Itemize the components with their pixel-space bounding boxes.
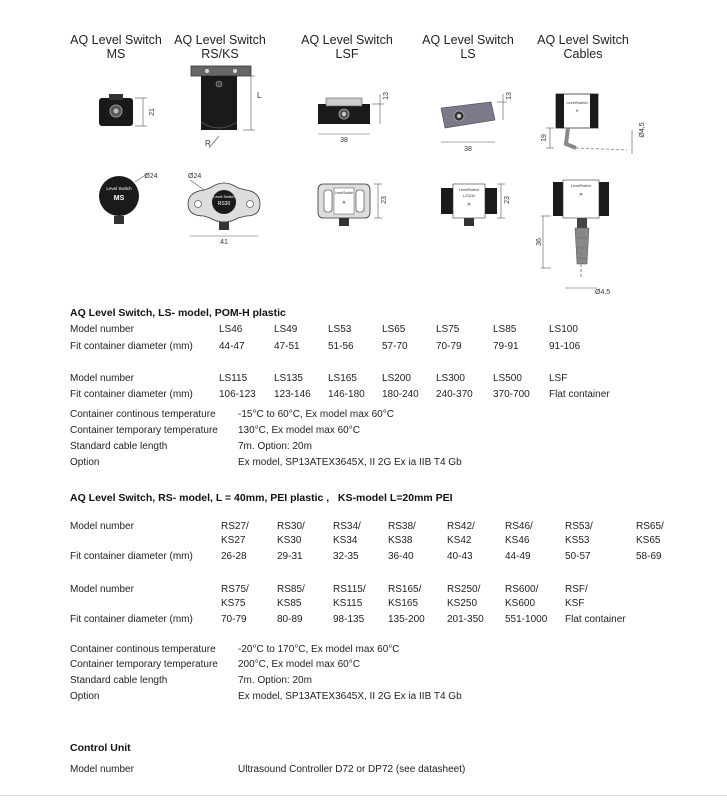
rs-model-a: RS250/ [447, 584, 481, 595]
ls-diam-cell: 370-700 [493, 389, 530, 400]
ls-diam-cell: Flat container [549, 389, 610, 400]
rs-model-a: RS75/ [221, 584, 249, 595]
rs-t1-diam-label: Fit container diameter (mm) [70, 551, 193, 562]
rs-model-b: KS34 [333, 535, 358, 546]
cables-height-dim: 19 [541, 134, 548, 142]
cables-diam2-dim: Ø4,5 [595, 289, 611, 296]
rs-model-a: RS53/ [565, 521, 593, 532]
rs-diam-dim: Ø24 [188, 173, 202, 180]
ls-diam-cell: 180-240 [382, 389, 419, 400]
ls-diam-cell: 106-123 [219, 389, 256, 400]
rs-r-dim: R [205, 139, 211, 148]
rs-model-b: KS165 [388, 598, 419, 609]
rs-diam-cell: 26-28 [221, 551, 247, 562]
ls-spec-label: Standard cable length [70, 441, 168, 452]
product-title-line1: AQ Level Switch [422, 33, 514, 47]
rs-model-a: RS42/ [447, 521, 475, 532]
rs-diam-cell: 70-79 [221, 614, 247, 625]
product-title-line2: LSF [335, 47, 359, 61]
rs-front-drawing [180, 168, 270, 246]
control-unit-value: Ultrasound Controller D72 or DP72 (see datasheet) [238, 764, 466, 775]
rs-diam-cell: 44-49 [505, 551, 531, 562]
ms-height-dim: 21 [149, 108, 156, 116]
control-unit-title: Control Unit [70, 742, 131, 754]
ls-diam-cell: 70-79 [436, 341, 462, 352]
lsf-height-dim: 13 [383, 92, 390, 100]
rs-l-dim: L [257, 91, 262, 100]
product-title-line1: AQ Level Switch [174, 33, 266, 47]
ls-diam-cell: 57-70 [382, 341, 408, 352]
rs-model-b: KS65 [636, 535, 661, 546]
rs-model-a: RS34/ [333, 521, 361, 532]
ls-model-cell: LS500 [493, 373, 522, 384]
ls-t1-diam-label: Fit container diameter (mm) [70, 341, 193, 352]
product-title-cables [533, 33, 633, 61]
ls-section-title: AQ Level Switch, LS- model, POM-H plastic [70, 307, 286, 319]
ls-model-cell: LS100 [549, 324, 578, 335]
rs-model-cell [221, 584, 249, 610]
ls-spec-value: 130°C, Ex model max 60°C [238, 425, 360, 436]
ls-top-height-dim: 23 [504, 196, 511, 204]
bottom-divider [0, 795, 727, 796]
ls-model-cell: LS75 [436, 324, 460, 335]
ls-t2-model-label: Model number [70, 373, 134, 384]
rs-diam-cell: 551-1000 [505, 614, 548, 625]
product-title-line1: AQ Level Switch [301, 33, 393, 47]
ls-spec-value: -15°C to 60°C, Ex model max 60°C [238, 409, 394, 420]
rs-model-a: RS65/ [636, 521, 664, 532]
rs-diam-cell: 50-57 [565, 551, 591, 562]
rs-model-a: RS46/ [505, 521, 533, 532]
rs-section-title: AQ Level Switch, RS- model, L = 40mm, PEI plastic , KS-model L=20mm PEI [70, 492, 453, 504]
svg-text:✕: ✕ [466, 202, 472, 208]
rs-spec-label: Standard cable length [70, 675, 168, 686]
rs-brand-label: Level Switch [213, 195, 235, 199]
ls-diam-cell: 47-51 [274, 341, 300, 352]
rs-model-cell [333, 521, 361, 547]
cables-len-dim: 36 [536, 238, 543, 246]
ls-top-drawing [435, 178, 515, 236]
rs-diam-cell: 135-200 [388, 614, 425, 625]
rs-model-cell [447, 521, 475, 547]
ls-diam-cell: 51-56 [328, 341, 354, 352]
rs-model-cell [277, 584, 305, 610]
product-title-line2: RS/KS [201, 47, 239, 61]
ls-t1-model-label: Model number [70, 324, 134, 335]
rs-model-cell [388, 521, 416, 547]
rs-name-label: RS30 [217, 201, 231, 207]
rs-spec-value: Ex model, SP13ATEX3645X, II 2G Ex ia IIB T4 Gb [238, 691, 462, 702]
rs-t1-model-label: Model number [70, 521, 134, 532]
ms-diam-dim: Ø24 [144, 173, 158, 180]
cables-diam-dim: Ø4,5 [639, 122, 646, 138]
rs-width-dim: 41 [220, 239, 228, 246]
rs-diam-cell: 201-350 [447, 614, 484, 625]
ls-diam-cell: 240-370 [436, 389, 473, 400]
ls-model-cell: LS115 [219, 373, 248, 384]
rs-side-drawing [183, 62, 268, 154]
rs-model-cell [333, 584, 366, 610]
ls-model-cell: LS165 [328, 373, 357, 384]
rs-model-b: KS53 [565, 535, 590, 546]
ls-diam-cell: 146-180 [328, 389, 365, 400]
cables-side-drawing [532, 90, 652, 160]
rs-model-cell [221, 521, 249, 547]
rs-model-a: RS600/ [505, 584, 539, 595]
rs-model-a: RS27/ [221, 521, 249, 532]
rs-model-b: KS38 [388, 535, 413, 546]
rs-model-cell [565, 521, 593, 547]
svg-text:✕: ✕ [575, 108, 579, 113]
rs-diam-cell: 36-40 [388, 551, 414, 562]
ls-model-cell: LS300 [436, 373, 465, 384]
ls-brand-label: LevelSwitch [458, 188, 480, 192]
ls-model-cell: LS46 [219, 324, 243, 335]
product-title-ls [418, 33, 518, 61]
ls-diam-cell: 44-47 [219, 341, 245, 352]
rs-diam-cell: 40-43 [447, 551, 473, 562]
rs-spec-value: 7m. Option: 20m [238, 675, 312, 686]
ls-model-cell: LS200 [382, 373, 411, 384]
control-unit-label: Model number [70, 764, 134, 775]
ms-front-drawing [95, 170, 165, 232]
rs-model-a: RS115/ [333, 584, 366, 595]
lsf-top-drawing [312, 178, 392, 236]
rs-model-a: RS38/ [388, 521, 416, 532]
ls-height-dim: 13 [506, 92, 513, 100]
rs-model-b: KS75 [221, 598, 246, 609]
rs-model-b: KS42 [447, 535, 472, 546]
rs-spec-label: Container continous temperature [70, 644, 216, 655]
ls-spec-value: 7m. Option: 20m [238, 441, 312, 452]
rs-spec-value: 200°C, Ex model max 60°C [238, 659, 360, 670]
ls-model-cell: LS85 [493, 324, 517, 335]
rs-model-b: KS115 [333, 598, 363, 609]
rs-model-cell [565, 584, 588, 610]
rs-t2-diam-label: Fit container diameter (mm) [70, 614, 193, 625]
ls-model-cell: LS65 [382, 324, 406, 335]
rs-model-b: KS600 [505, 598, 536, 609]
ls-diam-cell: 91-106 [549, 341, 581, 352]
ls-width-dim: 38 [464, 146, 472, 153]
lsf-top-height-dim: 23 [381, 196, 388, 204]
rs-diam-cell: 58-69 [636, 551, 662, 562]
product-title-line1: AQ Level Switch [537, 33, 629, 47]
ls-spec-label: Container continous temperature [70, 409, 216, 420]
ls-model-cell: LS49 [274, 324, 298, 335]
rs-model-a: RS30/ [277, 521, 305, 532]
svg-text:✕: ✕ [578, 192, 584, 198]
rs-diam-cell: Flat container [565, 614, 626, 625]
rs-model-a: RS165/ [388, 584, 422, 595]
ls-side-drawing [435, 92, 515, 154]
ls-model-cell: LS135 [274, 373, 303, 384]
rs-diam-cell: 32-35 [333, 551, 359, 562]
rs-spec-label: Container temporary temperature [70, 659, 218, 670]
rs-model-cell [277, 521, 305, 547]
ls-spec-label: Container temporary temperature [70, 425, 218, 436]
rs-model-cell [447, 584, 480, 610]
product-title-line2: Cables [563, 47, 603, 61]
rs-model-cell [636, 521, 664, 547]
rs-model-a: RS85/ [277, 584, 305, 595]
product-title-lsf [297, 33, 397, 61]
rs-diam-cell: 98-135 [333, 614, 365, 625]
lsf-width-dim: 38 [340, 137, 348, 144]
rs-diam-cell: 29-31 [277, 551, 303, 562]
product-title-ms [68, 33, 164, 61]
ms-side-drawing [95, 92, 160, 134]
svg-text:LevelSwitch: LevelSwitch [570, 184, 592, 188]
ls-diam-cell: 79-91 [493, 341, 519, 352]
ls-model-cell: LS53 [328, 324, 352, 335]
product-title-line2: MS [106, 47, 126, 61]
ls-t2-diam-label: Fit container diameter (mm) [70, 389, 193, 400]
ls-spec-value: Ex model, SP13ATEX3645X, II 2G Ex ia IIB T4 Gb [238, 457, 462, 468]
rs-model-b: KS30 [277, 535, 302, 546]
lsf-side-drawing [312, 92, 392, 144]
ms-brand-label: Level Switch [106, 186, 132, 191]
rs-model-cell [505, 584, 538, 610]
ms-name-label: MS [113, 195, 125, 202]
ls-diam-cell: 123-146 [274, 389, 311, 400]
rs-diam-cell: 80-89 [277, 614, 303, 625]
product-title-rs-ks [170, 33, 270, 61]
rs-model-cell [388, 584, 421, 610]
ls-spec-label: Option [70, 457, 100, 468]
svg-text:LevelSwitch: LevelSwitch [334, 191, 354, 195]
product-title-line1: AQ Level Switch [70, 33, 162, 47]
ls-name-label: LS100 [463, 193, 475, 198]
rs-spec-label: Option [70, 691, 100, 702]
rs-model-b: KS46 [505, 535, 530, 546]
rs-model-cell [505, 521, 533, 547]
svg-text:✕: ✕ [341, 200, 347, 206]
rs-model-b: KS250 [447, 598, 478, 609]
cables-front-drawing [535, 178, 625, 302]
rs-t2-model-label: Model number [70, 584, 134, 595]
rs-spec-value: -20°C to 170°C, Ex model max 60°C [238, 644, 400, 655]
product-title-line2: LS [460, 47, 476, 61]
svg-text:LevelSwitch: LevelSwitch [566, 100, 588, 105]
rs-model-a: RSF/ [565, 584, 588, 595]
rs-model-b: KS27 [221, 535, 246, 546]
ls-model-cell: LSF [549, 373, 568, 384]
rs-model-b: KS85 [277, 598, 302, 609]
rs-model-b: KSF [565, 598, 585, 609]
